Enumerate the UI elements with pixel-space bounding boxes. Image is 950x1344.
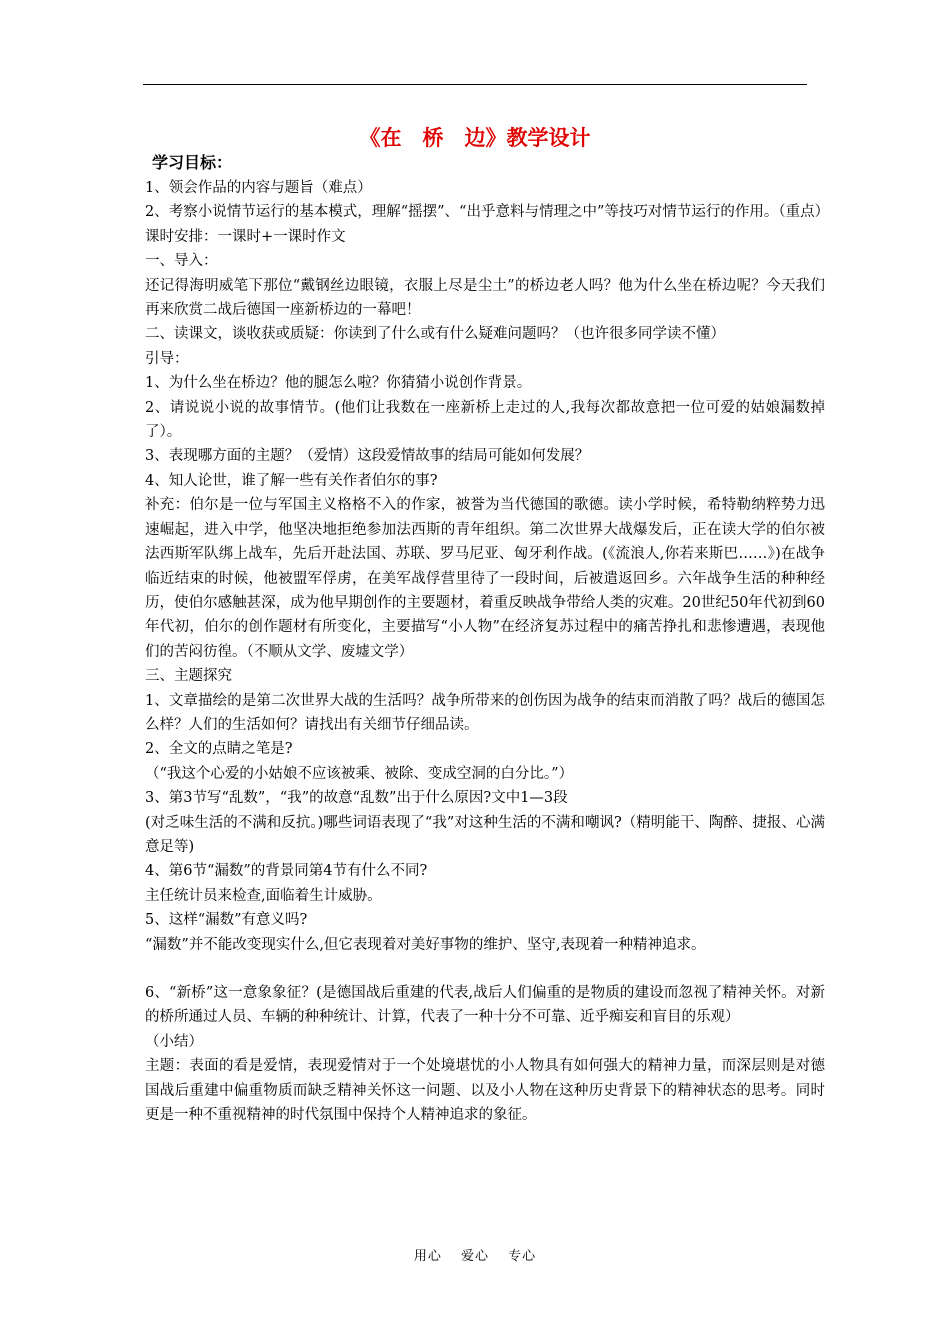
paragraph: 5、这样“漏数”有意义吗? xyxy=(145,912,308,929)
paragraph: 3、表现哪方面的主题？（爱情）这段爱情故事的结局可能如何发展？ xyxy=(145,448,590,465)
paragraph: （小结） xyxy=(145,1033,203,1050)
paragraph: 6、“新桥”这一意象象征？(是德国战后重建的代表,战后人们偏重的是物质的建设而忽视了精神关怀。对新的桥所通过人员、车辆的种种统计、计算，代表了一种十分不可靠、近乎痴妄和盲目的乐观） xyxy=(145,985,825,1026)
paragraph: 3、第3节写“乱数”，“我”的故意“乱数”出于什么原因?文中1—3段 xyxy=(145,790,568,807)
page-footer: 用心 爱心 专心 xyxy=(413,1249,537,1264)
paragraph: 1、文章描绘的是第二次世界大战的生活吗？战争所带来的创伤因为战争的结束而消散了吗？战后的德国怎么样？人们的生活如何？请找出有关细节仔细品读。 xyxy=(145,692,825,733)
paragraph: 2、请说说小说的故事情节。(他们让我数在一座新桥上走过的人,我每次都故意把一位可爱的姑娘漏数掉了）。 xyxy=(145,399,825,441)
paragraph: 主任统计员来检查,面临着生计威胁。 xyxy=(145,887,382,904)
paragraph: 主题：表面的看是爱情，表现爱情对于一个处境堪忧的小人物具有如何强大的精神力量，而深层则是对德国战后重建中偏重物质而缺乏精神关怀这一问题、以及小人物在这种历史背景下的精神状态的思考。同时更是一种不重视精神的时代氛围中保持个人精神追求的象征。 xyxy=(145,1058,825,1124)
paragraph: 一、导入： xyxy=(145,253,218,270)
paragraph: 补充：伯尔是一位与军国主义格格不入的作家，被誉为当代德国的歌德。读小学时候，希特勒纳粹势力迅速崛起，进入中学，他坚决地拒绝参加法西斯的青年组织。第二次世界大战爆发后，正在读大学的伯尔被法西斯军队绑上战车，先后开赴法国、苏联、罗马尼亚、匈牙利作战。(《流浪人,你若来斯巴……》)在战争临近结束的时候，他被盟军俘虏，在美军战俘营里待了一段时间，后被遣返回乡。六年战争生活的种种经历，使伯尔感触甚深，成为他早期创作的主要题材，着重反映战争带给人类的灾难。20世纪50年代初到60年代初，伯尔的创作题材有所变化，主要描写“小人物”在经济复苏过程中的痛苦挣扎和悲惨遭遇，表现他们的苦闷彷徨。（不顺从文学、废墟文学） xyxy=(145,497,825,660)
paragraph: 1、领会作品的内容与题旨（难点） xyxy=(145,180,372,196)
paragraph: （“我这个心爱的小姑娘不应该被乘、被除、变成空洞的白分比。”） xyxy=(145,765,574,782)
section-heading-learning-goals: 学习目标： xyxy=(152,153,233,172)
paragraph: 课时安排：一课时+一课时作文 xyxy=(145,228,346,245)
paragraph: 4、第6节“漏数”的背景同第4节有什么不同? xyxy=(145,863,428,880)
paragraph: 2、考察小说情节运行的基本模式，理解“摇摆”、“出乎意料与情理之中”等技巧对情节运行的作用。（重点） xyxy=(145,204,830,221)
paragraph: 4、知人论世，谁了解一些有关作者伯尔的事? xyxy=(145,472,438,489)
paragraph: 二、读课文，谈收获或质疑：你读到了什么或有什么疑难问题吗？（也许很多同学读不懂） xyxy=(145,326,725,343)
document-title: 《在 桥 边》教学设计 xyxy=(359,125,591,150)
header-rule xyxy=(143,84,807,85)
paragraph: 1、为什么坐在桥边？他的腿怎么啦？你猜猜小说创作背景。 xyxy=(145,375,532,392)
paragraph: 三、主题探究 xyxy=(145,668,232,685)
paragraph: 2、全文的点睛之笔是? xyxy=(145,741,293,758)
paragraph: (对乏味生活的不满和反抗。)哪些词语表现了“我”对这种生活的不满和嘲讽?（精明能干、陶醉、捷报、心满意足等) xyxy=(145,814,825,855)
paragraph: 还记得海明威笔下那位“戴钢丝边眼镜，衣服上尽是尘土”的桥边老人吗？他为什么坐在桥边呢？今天我们再来欣赏二战后德国一座新桥边的一幕吧！ xyxy=(145,277,825,319)
paragraph: 引导： xyxy=(145,350,189,367)
paragraph: “漏数”并不能改变现实什么,但它表现着对美好事物的维护、坚守,表现着一种精神追求。 xyxy=(145,936,706,953)
document-body xyxy=(145,176,830,1127)
